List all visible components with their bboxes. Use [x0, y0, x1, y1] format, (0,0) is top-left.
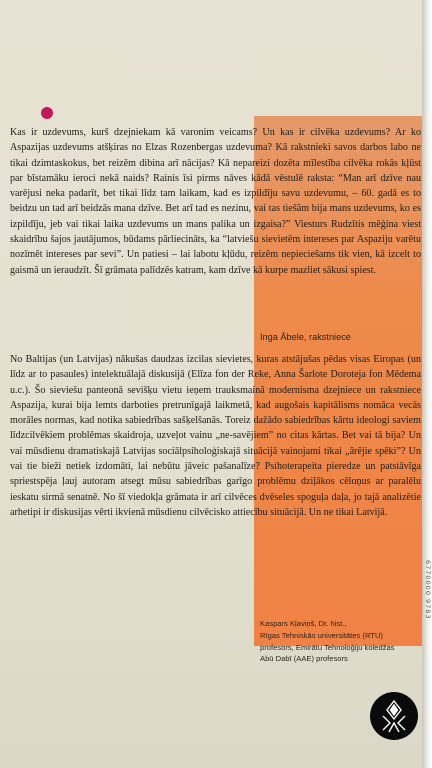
signature-line: Rīgas Tehniskās universitātes (RTU)	[260, 630, 383, 640]
author-signature-2	[260, 618, 420, 665]
signature-line: Kaspars Kļaviņš, Dr. hist.,	[260, 619, 347, 628]
barcode-digits: 6770000 9783	[424, 560, 432, 620]
publisher-logo-icon	[370, 692, 418, 740]
author-signature-1: Inga Ābele, rakstniece	[260, 332, 351, 342]
logo-mark-icon	[370, 692, 418, 740]
signature-line: Abū Dabī (AAE) profesors	[260, 654, 348, 664]
magenta-dot-ornament	[41, 107, 53, 119]
signature-line: profesors, Emirātu Tehnoloģiju koledžas	[260, 642, 395, 652]
blurb-paragraph-2: No Baltijas (un Latvijas) nākušas daudzas izcilas sievietes, kuras atstājušas pēdas visas Eiropas (un līdz ar to pasaules) intelektuālajā diskusijā (Elīza fon der Reke, Anna Šarlote Doroteja fon Mēdema u.c.). Šo sieviešu panteonā sevišķu vietu ieņem trauksmainā modernisma dzejniece un rakstniece Aspazija, kurai bija lemts darboties pretrunīgajā laikmetā, kad augošais kapitālisms nomāca vecās morāles normas, kad notika sabiedrības sašķelšanās. Toreiz dažādo sabiedrības kārtu ideologi saviem līdzcilvēkiem problēmas skaidroja, uzveļot vainu „ne-savējiem” no citas kārtas. Bet vai tā bija? Un vai mūsdienu dramatiskajā Latvijas sociālpsiholoģiskajā situācijā vainojami tikai „ārējie spēki”? Un vai tie bieži netiek izdomāti, lai nebūtu jāveic pašanalīze? Psihoterapeita pieredze un patstāvīga spriestspēja ļauj autoram atsegt mūsu sabiedrības garīgo problēmu dziļākos cēloņus ar paralēlu ieskatu sirmā senatnē. No šī viedokļa grāmata ir arī cilvēces dvēseles spoguļa daļa, jo tajā analizētie arhetipi ir diskusijas vērti ikvienā mūsdienu cilvēcisko attiecību situācijā. Un ne tikai Latvijā.	[10, 354, 421, 518]
blurb-paragraph-1: Kas ir uzdevums, kurš dzejniekam kā varonim veicams? Un kas ir cilvēka uzdevums? Ar ko Aspazijas uzdevums atšķiras no Elzas Rozenbergas uzdevuma? Kā rakstnieki savos darbos labo ne tikai dzimtaskokus, bet reizēm dibina arī nācijas? Kā nepareizi dozēta mīlestība cilvēka rokās kļūst par bīstamāku ieroci nekā naids? Rainis īsi pirms nāves kādā vēstulē raksta: “Man arī dzīve nau varējusi neka padarīt, bet tikai līdz tam laikam, kad es izpildīju savu uzdevumu, – 60. gadā es to beidzu un tad arī beidzās mana dzīve. Bet arī tad es nezinu, vai tas tiešām bija mans uzdevums, ko es izpildīju, jeb vai tikai laika uzdevums un mans palika un izgaisa?” Viesturs Rudzītis mēģina viest skaidrību šajos jautājumos, būdams pārliecināts, ka “latviešu sievietēm intereses par Aspaziju varētu nozīmēt intereses par sevi”. Un patiesi – lai labotu kļūdu, reizēm nepieciešams tik vien, kā izcelt to gaismā un ieraudzīt. Šī grāmata palīdzēs katram, kam dzīve kā kurpe mazliet sākusi spiest.	[10, 127, 421, 276]
